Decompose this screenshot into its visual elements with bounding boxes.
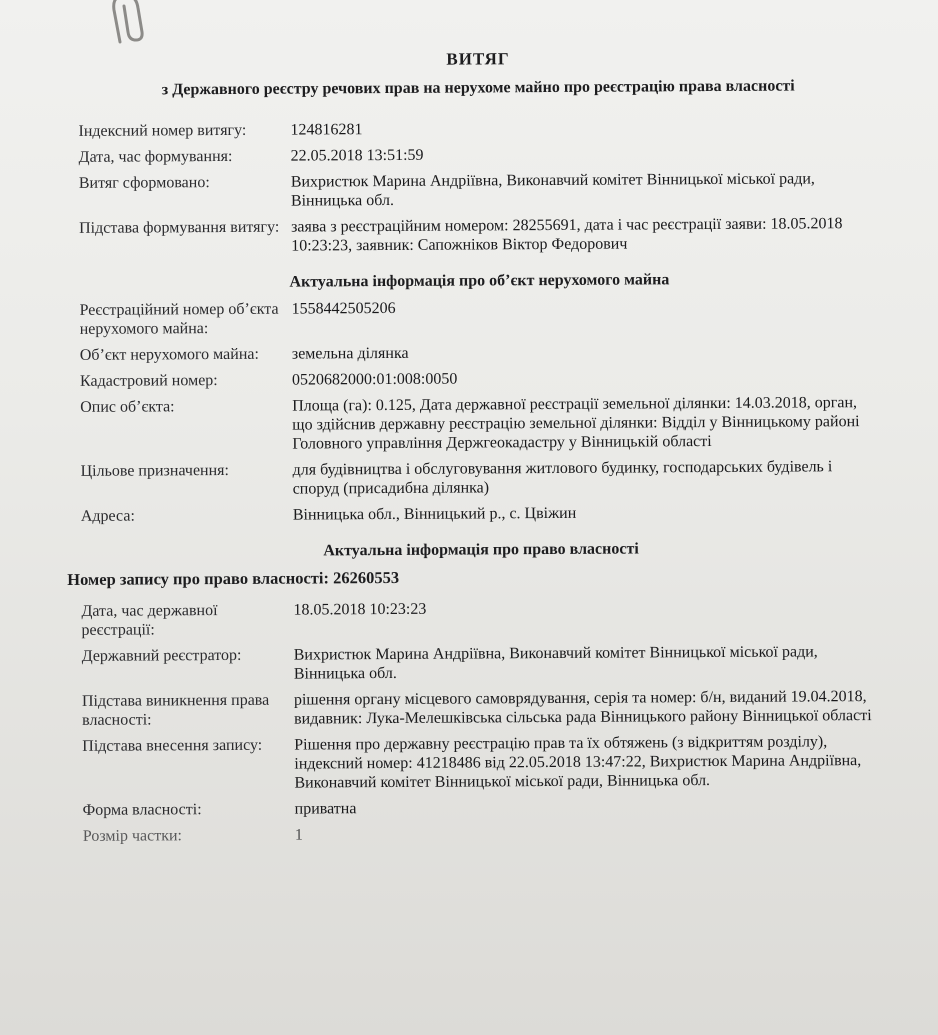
field-value: Вихристюк Марина Андріївна, Виконавчий комітет Вінницької міської ради, Вінницька обл. xyxy=(290,170,815,210)
property-fields xyxy=(60,296,901,526)
field-label: Реєстраційний номер об’єкта нерухомого майна: xyxy=(79,300,279,338)
field-label: Цільове призначення: xyxy=(80,461,230,480)
field-row xyxy=(62,642,902,685)
field-label: Форма власності: xyxy=(82,801,202,819)
document-title: ВИТЯГ xyxy=(446,49,510,69)
field-value: Вихристюк Марина Андріївна, Виконавчий комітет Вінницької міської ради, Вінницька обл. xyxy=(293,643,818,683)
field-value: 0520682000:01:008:0050 xyxy=(291,370,458,389)
field-value: Рішення про державну реєстрацію прав та їх обтяжень (з відкриттям розділу), індексний номер: 41218486 від 22.05.2018 13:47:22, Вихристюк Марина Андріївна, Виконавчий комітет Вінницької міської ради, Вінницька обл. xyxy=(294,733,862,792)
field-value: рішення органу місцевого самоврядування, серія та номер: б/н, виданий 19.04.2018, видавник: Лука-Мелешківська сільська рада Вінницького району Вінницької області xyxy=(293,688,872,728)
field-row xyxy=(61,457,901,500)
field-label: Дата, час формування: xyxy=(78,147,233,166)
field-row xyxy=(60,393,900,455)
ownership-fields xyxy=(61,597,902,846)
field-row xyxy=(60,341,900,365)
field-row xyxy=(60,367,900,391)
field-row xyxy=(62,687,902,730)
field-row xyxy=(62,732,902,794)
field-row xyxy=(63,822,903,846)
field-row xyxy=(61,597,901,640)
field-label: Підстава внесення запису: xyxy=(82,736,263,755)
ownership-section-heading: Актуальна інформація про право власності xyxy=(323,540,639,560)
field-value: для будівництва і обслуговування житлового будинку, господарських будівель і споруд (присадибна ділянка) xyxy=(292,458,833,498)
field-value: земельна ділянка xyxy=(291,344,409,363)
field-value: 22.05.2018 13:51:59 xyxy=(290,146,424,165)
field-label: Підстава виникнення права власності: xyxy=(81,691,270,729)
field-label: Індексний номер витягу: xyxy=(78,121,247,140)
field-label: Опис об’єкта: xyxy=(80,398,175,416)
field-label: Витяг сформовано: xyxy=(78,174,210,192)
field-label: Кадастровий номер: xyxy=(79,372,218,390)
header-fields xyxy=(58,117,899,257)
field-value: 124816281 xyxy=(290,121,363,139)
field-row xyxy=(60,296,900,339)
field-label: Об’єкт нерухомого майна: xyxy=(79,345,259,364)
extract-page xyxy=(58,47,903,853)
field-row xyxy=(63,796,903,820)
ownership-record-number: Номер запису про право власності: 26260553 xyxy=(67,567,400,589)
document-subtitle: з Державного реєстру речових прав на нерухоме майно про реєстрацію права власності xyxy=(161,77,795,99)
field-value: приватна xyxy=(294,800,357,818)
field-value: 1558442505206 xyxy=(291,299,396,318)
field-row xyxy=(59,143,899,167)
field-row xyxy=(61,502,901,526)
field-label: Державний реєстратор: xyxy=(81,646,242,665)
field-value: Вінницька обл., Вінницький р., с. Цвіжин xyxy=(292,504,577,524)
field-label: Підстава формування витягу: xyxy=(79,218,280,237)
paper-clip-icon xyxy=(108,0,148,44)
field-row xyxy=(58,117,898,141)
field-value: заява з реєстраційним номером: 28255691, дата і час реєстрації заяви: 18.05.2018 10:23:23, заявник: Сапожніков Віктор Федорович xyxy=(291,215,843,255)
field-row xyxy=(59,169,899,212)
field-label: Розмір частки: xyxy=(82,827,183,845)
property-section-heading: Актуальна інформація про об’єкт нерухомого майна xyxy=(289,271,670,291)
field-row xyxy=(59,214,899,257)
field-value: 1 xyxy=(294,826,303,844)
field-value: 18.05.2018 10:23:23 xyxy=(293,600,427,619)
field-label: Дата, час державної реєстрації: xyxy=(81,602,218,639)
field-label: Адреса: xyxy=(80,507,135,525)
field-value: Площа (га): 0.125, Дата державної реєстрації земельної ділянки: 14.03.2018, орган, що здійснив державну реєстрацію земельної ділянки: Відділ у Вінницькому районі Головного управління Держгеокадастру у Вінницькій області xyxy=(292,394,860,453)
